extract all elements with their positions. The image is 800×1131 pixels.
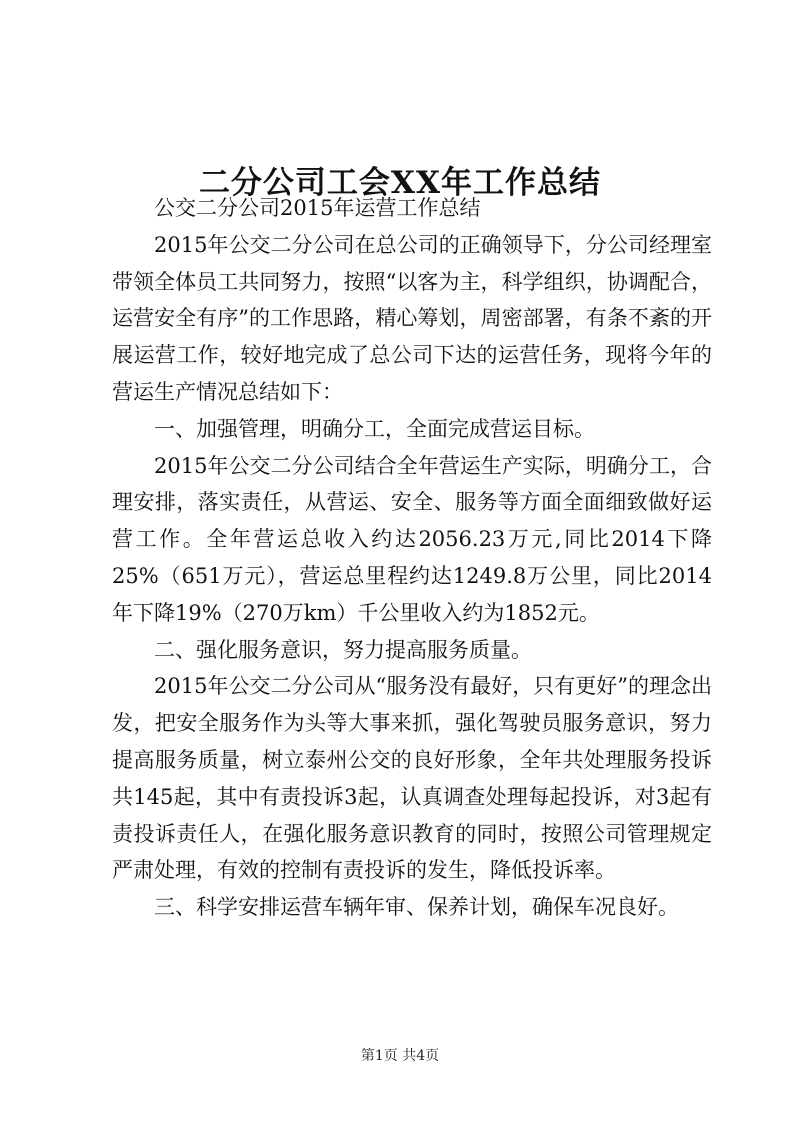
section-heading-3: 三、科学安排运营车辆年审、保养计划，确保车况良好。: [154, 895, 679, 920]
document-title: 二分公司工会XX年工作总结: [198, 164, 602, 201]
section-1-paragraph: 2015年公交二分公司结合全年营运生产实际，明确分工，合理安排，落实责任，从营运、安全、服务等方面全面细致做好运营工作。全年营运总收入约达2056.23万元,同比2014下降25%（651万元），营运总里程约达1249.8万公里，同比2014年下降19%（270万km）千公里收入约为1852元。: [112, 453, 712, 625]
section-heading-2: 二、强化服务意识，努力提高服务质量。: [154, 637, 532, 662]
document-body: [112, 190, 712, 926]
subtitle-paragraph: 公交二分公司2015年运营工作总结: [154, 196, 481, 220]
intro-paragraph: 2015年公交二分公司在总公司的正确领导下，分公司经理室带领全体员工共同努力，按照“以客为主，科学组织，协调配合，运营安全有序”的工作思路，精心筹划，周密部署，有条不紊的开展运营工作，较好地完成了总公司下达的运营任务，现将今年的营运生产情况总结如下：: [112, 232, 712, 404]
section-2-paragraph: 2015年公交二分公司从“服务没有最好，只有更好”的理念出发，把安全服务作为头等大事来抓，强化驾驶员服务意识，努力提高服务质量，树立泰州公交的良好形象，全年共处理服务投诉共145起，其中有责投诉3起，认真调查处理每起投诉，对3起有责投诉责任人，在强化服务意识教育的同时，按照公司管理规定严肃处理，有效的控制有责投诉的发生，降低投诉率。: [112, 674, 712, 883]
page-number-footer: 第1页 共4页: [360, 1048, 440, 1064]
section-heading-1: 一、加强管理，明确分工，全面完成营运目标。: [154, 416, 595, 441]
